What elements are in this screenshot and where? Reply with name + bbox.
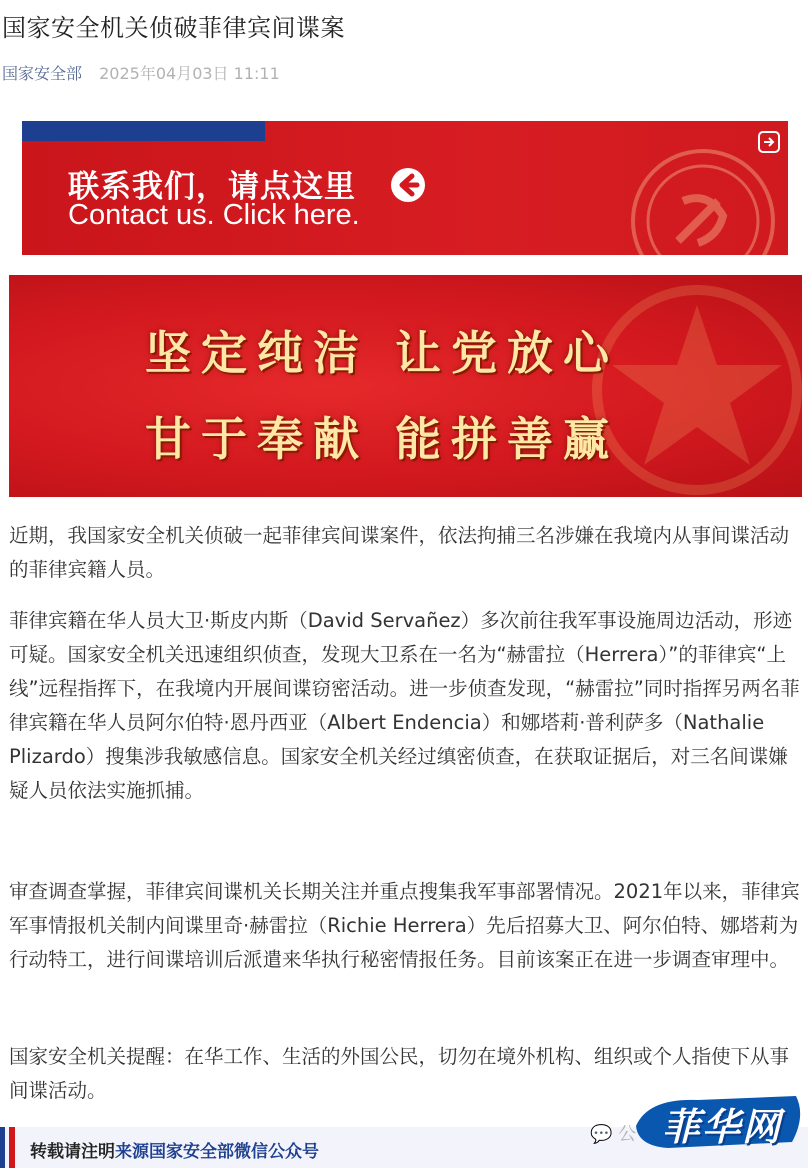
- slogan-line-2: 甘于奉献 能拼善赢: [145, 412, 620, 466]
- paragraph-1: 近期，我国家安全机关侦破一起菲律宾间谍案件，依法拘捕三名涉嫌在我境内从事间谍活动的菲律宾籍人员。: [9, 524, 790, 581]
- accent-bar-navy: [0, 1127, 5, 1168]
- watermark-text: 公: [618, 1124, 637, 1145]
- site-logo-text: 菲华网: [662, 1104, 783, 1149]
- slogan-line-1: 坚定纯洁 让党放心: [145, 326, 620, 380]
- article-source-link[interactable]: 国家安全部: [2, 64, 83, 83]
- wechat-icon: 💬: [590, 1124, 613, 1145]
- paragraph-4: 国家安全机关提醒：在华工作、生活的外国公民，切勿在境外机构、组织或个人指使下从事间谍活动。: [9, 1045, 790, 1102]
- contact-en-text: Contact us. Click here.: [68, 199, 360, 231]
- article-meta: [2, 61, 280, 84]
- arrow-left-icon: [390, 167, 426, 203]
- repost-source: 来源国家安全部微信公众号: [115, 1142, 319, 1162]
- contact-cn-text: 联系我们，请点这里: [68, 169, 356, 205]
- paragraph-2: 菲律宾籍在华人员大卫·斯皮内斯（David Servañez）多次前往我军事设施周边活动，形迹可疑。国家安全机关迅速组织侦查，发现大卫系在一名为“赫雷拉（Herrera）”的菲律宾“上线”远程指挥下，在我境内开展间谍窃密活动。进一步侦查发现，“赫雷拉”同时指挥另两名菲律宾籍在华人员阿尔伯特·恩丹西亚（Albert Endencia）和娜塔莉·普利萨多（Nathalie Plizardo）搜集涉我敏感信息。国家安全机关经过缜密侦查，在获取证据后，对三名间谍嫌疑人员依法实施抓捕。: [9, 609, 800, 802]
- contact-us-banner[interactable]: [22, 121, 788, 255]
- exit-icon[interactable]: [758, 131, 780, 153]
- accent-bar-red: [9, 1127, 15, 1168]
- article-datetime: 2025年04月03日 11:11: [99, 64, 280, 83]
- paragraph-3: 审查调查掌握，菲律宾间谍机关长期关注并重点搜集我军事部署情况。2021年以来，菲律宾军事情报机关制内间谍里奇·赫雷拉（Richie Herrera）先后招募大卫、阿尔伯特、娜塔莉为行动特工，进行间谍培训后派遣来华执行秘密情报任务。目前该案正在进一步调查审理中。: [9, 880, 800, 971]
- slogan-banner: [9, 275, 802, 497]
- repost-notice: [30, 1137, 319, 1162]
- repost-prefix: 转载请注明: [30, 1142, 115, 1162]
- article-title: 国家安全机关侦破菲律宾间谍案: [2, 14, 345, 42]
- banner-navy-strip: [22, 121, 265, 141]
- site-logo-stamp: [628, 1086, 808, 1156]
